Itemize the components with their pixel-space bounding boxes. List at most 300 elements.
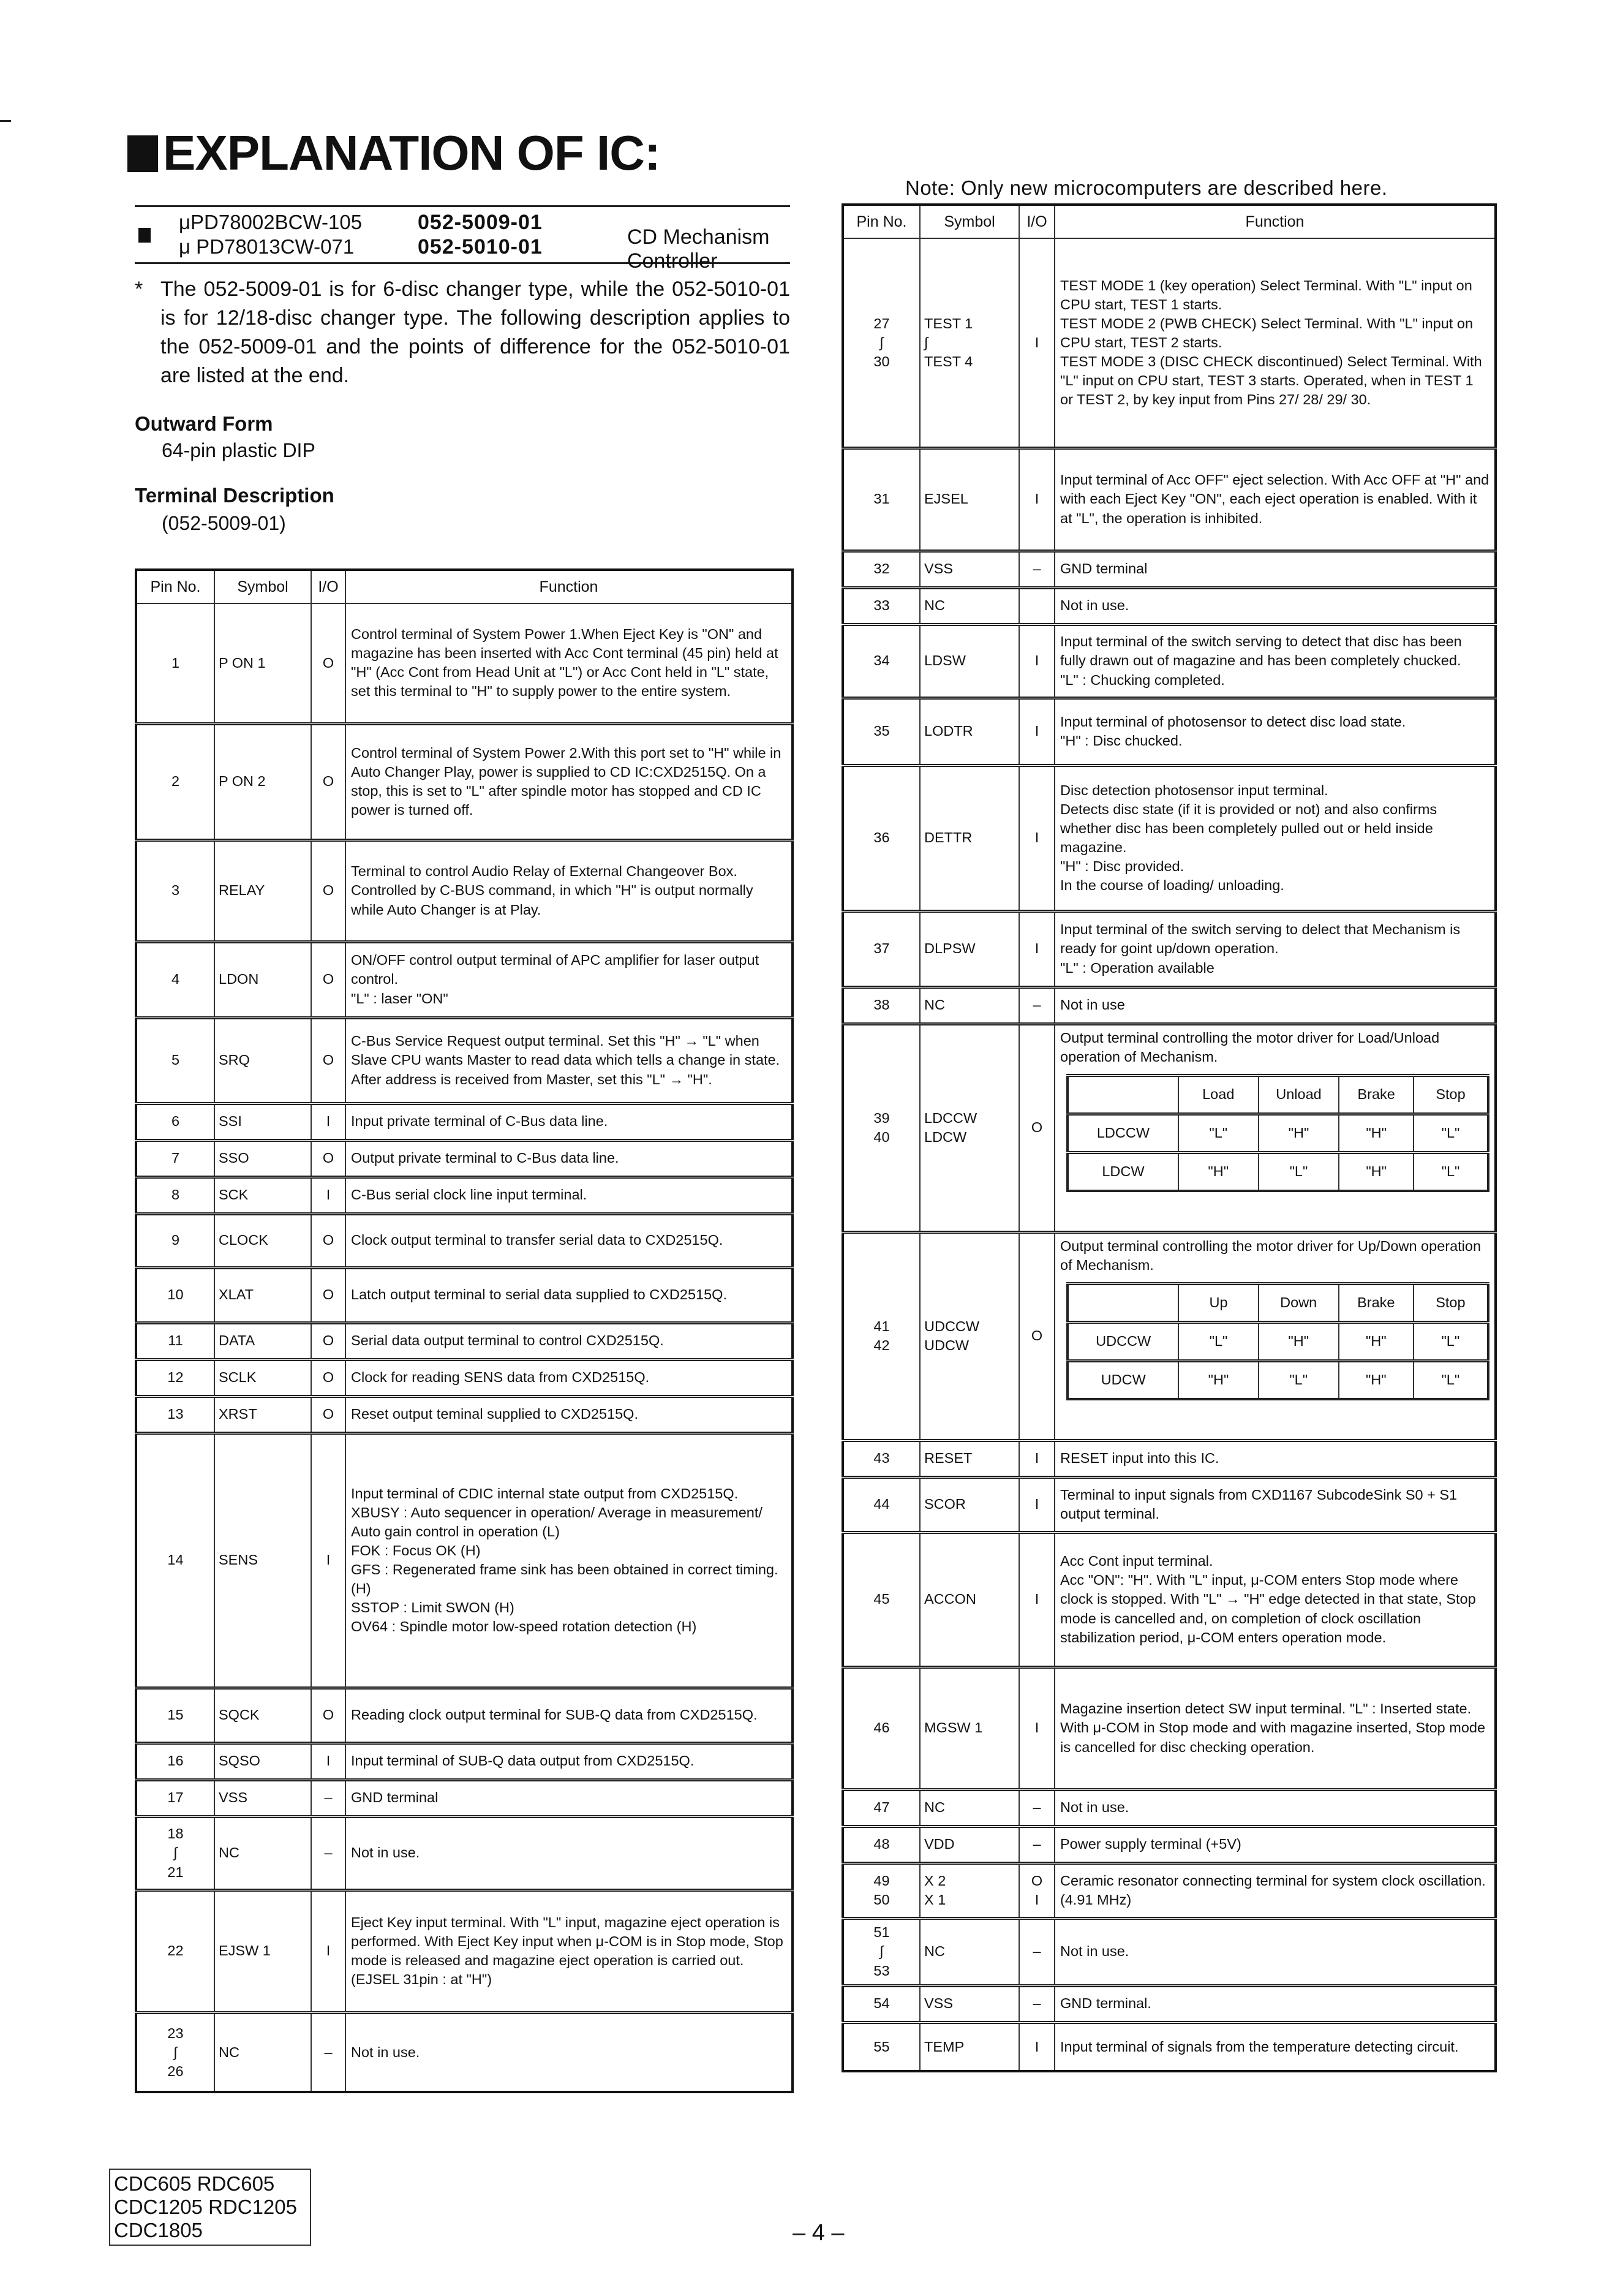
subtable-header-cell bbox=[1068, 1075, 1178, 1114]
pin-number: 44 bbox=[843, 1477, 920, 1532]
chip-code-2: 052-5010-01 bbox=[418, 235, 543, 259]
pin-io: – bbox=[1019, 1826, 1055, 1863]
table-row bbox=[136, 2012, 793, 2092]
note-text: Note: Only new microcomputers are described here. bbox=[905, 176, 1388, 199]
pin-io: O bbox=[311, 942, 345, 1018]
pin-io: I bbox=[1019, 448, 1055, 551]
table-row bbox=[843, 1918, 1496, 1985]
pin-io: O bbox=[311, 1359, 345, 1396]
pin-function-text: Input terminal of SUB-Q data output from CXD2515Q. bbox=[351, 1753, 695, 1769]
pin-function-text: GND terminal. bbox=[1060, 1995, 1151, 2012]
pin-io: O bbox=[311, 1267, 345, 1323]
pin-number: 9 bbox=[136, 1214, 214, 1267]
chip-bullet bbox=[138, 228, 151, 243]
pin-function bbox=[1055, 448, 1496, 551]
subtable-header-cell: Stop bbox=[1414, 1283, 1488, 1322]
table-row bbox=[843, 698, 1496, 765]
pin-function-text: Serial data output terminal to control CXD2515Q. bbox=[351, 1332, 664, 1349]
pin-function-text: Eject Key input terminal. With "L" input, magazine eject operation is performed. With Eject Key input when μ-COM is in Stop mode, Stop mode is released and magazine eject operation is carried out. (EJSEL 31pin : at "H") bbox=[351, 1914, 783, 1988]
pin-number: 22 bbox=[136, 1890, 214, 2012]
chip-line-2 bbox=[179, 235, 543, 259]
table-row bbox=[136, 942, 793, 1018]
pin-function-text: Clock output terminal to transfer serial data to CXD2515Q. bbox=[351, 1232, 723, 1248]
pin-function bbox=[345, 942, 793, 1018]
pin-symbol: XLAT bbox=[214, 1267, 311, 1323]
pin-function bbox=[1055, 987, 1496, 1024]
subtable-cell: "L" bbox=[1414, 1322, 1488, 1361]
pin-function bbox=[1055, 238, 1496, 448]
pin-io: I bbox=[1019, 1667, 1055, 1789]
pin-number: 15 bbox=[136, 1688, 214, 1743]
pin-symbol: SRQ bbox=[214, 1018, 311, 1103]
pin-function-text: Magazine insertion detect SW input terminal. "L" : Inserted state. With μ-COM in Stop mode and with magazine inserted, Stop mode is cancelled for disc checking operation. bbox=[1060, 1701, 1486, 1755]
pin-function bbox=[1055, 624, 1496, 698]
pin-function-text: Control terminal of System Power 1.When Eject Key is "ON" and magazine has been inserted with Acc Cont terminal (45 pin) held at "H" (Acc Cont from Head Unit at "L") or Acc Cont held in "L" state, set this terminal to "H" to supply power to the entire system. bbox=[351, 626, 778, 700]
pin-symbol: DETTR bbox=[920, 765, 1019, 911]
pin-number: 5 bbox=[136, 1018, 214, 1103]
table-row bbox=[136, 1140, 793, 1177]
model-line-1: CDC605 RDC605 bbox=[114, 2172, 275, 2195]
pin-number: 34 bbox=[843, 624, 920, 698]
pin-io: I bbox=[311, 1890, 345, 2012]
pin-number: 12 bbox=[136, 1359, 214, 1396]
table-row bbox=[136, 1267, 793, 1323]
pin-function bbox=[1055, 1918, 1496, 1985]
pin-number: 8 bbox=[136, 1177, 214, 1214]
table-row bbox=[843, 1789, 1496, 1826]
chip-part-2: μ PD78013CW-071 bbox=[179, 235, 355, 258]
chip-part-1: μPD78002BCW-105 bbox=[179, 211, 363, 233]
pin-function bbox=[345, 1177, 793, 1214]
pin-symbol: P ON 2 bbox=[214, 723, 311, 840]
pin-table-right bbox=[842, 203, 1497, 2072]
pin-number: 51 ∫ 53 bbox=[843, 1918, 920, 1985]
pin-number: 11 bbox=[136, 1323, 214, 1359]
up-down-table bbox=[1066, 1282, 1489, 1400]
pin-function-text: Input terminal of the switch serving to delect that Mechanism is ready for goint up/down operation. "L" : Operation available bbox=[1060, 921, 1461, 976]
title-block-bullet bbox=[127, 135, 158, 172]
pin-io: O bbox=[311, 1214, 345, 1267]
table-row bbox=[136, 1433, 793, 1688]
pin-io: I bbox=[1019, 238, 1055, 448]
pin-function bbox=[345, 1018, 793, 1103]
pin-function-text: Disc detection photosensor input terminal. Detects disc state (if it is provided or not) and also confirms whether disc has been completely pulled out or held inside magazine. "H" : Disc provided. In the course of loading/ unloading. bbox=[1060, 782, 1437, 894]
header-symbol: Symbol bbox=[214, 570, 311, 603]
pin-function bbox=[345, 1780, 793, 1816]
pin-number: 1 bbox=[136, 603, 214, 723]
chip-line-1 bbox=[179, 211, 543, 235]
pin-number: 47 bbox=[843, 1789, 920, 1826]
pin-io: O bbox=[311, 1140, 345, 1177]
subtable-header-cell: Load bbox=[1178, 1075, 1259, 1114]
table-row bbox=[843, 1477, 1496, 1532]
subtable-cell: UDCCW bbox=[1068, 1322, 1178, 1361]
pin-symbol: LDSW bbox=[920, 624, 1019, 698]
pin-symbol: NC bbox=[920, 987, 1019, 1024]
intro-text: The 052-5009-01 is for 6-disc changer type, while the 052-5010-01 is for 12/18-disc changer type. The following description applies to the 052-5009-01 and the points of difference for the 052-5010-01 are listed at the end. bbox=[160, 278, 790, 387]
pin-symbol: RELAY bbox=[214, 840, 311, 942]
pin-symbol: NC bbox=[920, 587, 1019, 624]
header-pin: Pin No. bbox=[136, 570, 214, 603]
pin-symbol: NC bbox=[214, 2012, 311, 2092]
pin-function bbox=[345, 2012, 793, 2092]
pin-function-text: Output private terminal to C-Bus data line. bbox=[351, 1150, 619, 1166]
pin-table-left bbox=[135, 568, 794, 2093]
pin-function-text: C-Bus serial clock line input terminal. bbox=[351, 1187, 587, 1203]
pin-function bbox=[1055, 1024, 1496, 1232]
subtable-header-row bbox=[1068, 1075, 1488, 1114]
pin-function-text: Latch output terminal to serial data supplied to CXD2515Q. bbox=[351, 1286, 727, 1303]
pin-symbol: X 2 X 1 bbox=[920, 1863, 1019, 1918]
pin-symbol: ACCON bbox=[920, 1532, 1019, 1667]
pin-io: I bbox=[1019, 765, 1055, 911]
pin-function-text: Terminal to control Audio Relay of External Changeover Box. Controlled by C-BUS command, in which "H" is output normally while Auto Changer is at Play. bbox=[351, 863, 753, 918]
pin-number: 14 bbox=[136, 1433, 214, 1688]
pin-function bbox=[345, 1688, 793, 1743]
table-row bbox=[136, 1743, 793, 1780]
pin-function bbox=[345, 840, 793, 942]
subtable-cell: "H" bbox=[1339, 1322, 1414, 1361]
pin-number: 17 bbox=[136, 1780, 214, 1816]
pin-function-text: Acc Cont input terminal. Acc "ON": "H". With "L" input, μ-COM enters Stop mode where clock is stopped. With "L" → "H" edge detected in that state, Stop mode is cancelled and, on completion of clock oscillation stabilization period, μ-COM enters operation mode. bbox=[1060, 1553, 1476, 1645]
pin-number: 54 bbox=[843, 1985, 920, 2022]
table-row bbox=[136, 1323, 793, 1359]
pin-function bbox=[345, 723, 793, 840]
subtable-cell: "L" bbox=[1414, 1114, 1488, 1152]
pin-symbol: LDON bbox=[214, 942, 311, 1018]
pin-number: 7 bbox=[136, 1140, 214, 1177]
pin-symbol: MGSW 1 bbox=[920, 1667, 1019, 1789]
pin-symbol: RESET bbox=[920, 1440, 1019, 1477]
page-title bbox=[127, 125, 660, 181]
load-unload-table bbox=[1066, 1074, 1489, 1192]
pin-number: 33 bbox=[843, 587, 920, 624]
pin-symbol: NC bbox=[920, 1789, 1019, 1826]
pin-symbol: SCLK bbox=[214, 1359, 311, 1396]
header-io: I/O bbox=[311, 570, 345, 603]
subtable-header-cell: Stop bbox=[1414, 1075, 1488, 1114]
pin-number: 35 bbox=[843, 698, 920, 765]
pin-symbol: DATA bbox=[214, 1323, 311, 1359]
pin-io: I bbox=[311, 1177, 345, 1214]
pin-number: 37 bbox=[843, 911, 920, 987]
right-table-wrap bbox=[842, 203, 1494, 2072]
table-row bbox=[843, 1863, 1496, 1918]
pin-function-text: Clock for reading SENS data from CXD2515Q. bbox=[351, 1369, 650, 1386]
pin-symbol: NC bbox=[920, 1918, 1019, 1985]
pin-number: 49 50 bbox=[843, 1863, 920, 1918]
pin-function bbox=[345, 1359, 793, 1396]
subtable-header-cell: Brake bbox=[1339, 1283, 1414, 1322]
subtable-cell: LDCCW bbox=[1068, 1114, 1178, 1152]
subtable-cell: "L" bbox=[1414, 1361, 1488, 1399]
table-row bbox=[843, 238, 1496, 448]
terminal-desc-sub: (052-5009-01) bbox=[162, 512, 286, 534]
pin-symbol: LDCCW LDCW bbox=[920, 1024, 1019, 1232]
table-row bbox=[136, 1018, 793, 1103]
pin-function bbox=[345, 1267, 793, 1323]
pin-number: 23 ∫ 26 bbox=[136, 2012, 214, 2092]
pin-number: 18 ∫ 21 bbox=[136, 1816, 214, 1890]
pin-io: O bbox=[1019, 1232, 1055, 1440]
pin-io: I bbox=[311, 1743, 345, 1780]
outward-form-heading: Outward Form bbox=[135, 412, 273, 435]
pin-io: O bbox=[311, 1396, 345, 1433]
outward-form-text: 64-pin plastic DIP bbox=[162, 439, 315, 461]
subtable-cell: "L" bbox=[1259, 1152, 1339, 1191]
pin-function bbox=[345, 1214, 793, 1267]
pin-io: O bbox=[311, 840, 345, 942]
pin-function-text: Input private terminal of C-Bus data line. bbox=[351, 1113, 608, 1130]
table-row bbox=[843, 1232, 1496, 1440]
pin-number: 6 bbox=[136, 1103, 214, 1140]
subtable-cell: "L" bbox=[1259, 1361, 1339, 1399]
pin-io: – bbox=[1019, 1918, 1055, 1985]
intro-star: * bbox=[135, 278, 143, 301]
pin-io: – bbox=[311, 2012, 345, 2092]
pin-function-text: GND terminal bbox=[1060, 561, 1148, 577]
pin-number: 48 bbox=[843, 1826, 920, 1863]
chip-name: CD Mechanism Controller bbox=[627, 225, 770, 273]
pin-function-text: Power supply terminal (+5V) bbox=[1060, 1836, 1241, 1852]
pin-number: 16 bbox=[136, 1743, 214, 1780]
margin-dash bbox=[0, 120, 11, 122]
subtable-cell: "H" bbox=[1339, 1361, 1414, 1399]
model-line-2: CDC1205 RDC1205 bbox=[114, 2196, 297, 2218]
subtable-cell: "H" bbox=[1259, 1114, 1339, 1152]
pin-io: I bbox=[1019, 1477, 1055, 1532]
pin-function bbox=[345, 1396, 793, 1433]
subtable-header-cell: Brake bbox=[1339, 1075, 1414, 1114]
pin-function bbox=[345, 1433, 793, 1688]
pin-symbol: P ON 1 bbox=[214, 603, 311, 723]
table-row bbox=[843, 587, 1496, 624]
pin-io: O bbox=[1019, 1024, 1055, 1232]
pin-function-text: Input terminal of photosensor to detect disc load state. "H" : Disc chucked. bbox=[1060, 713, 1406, 749]
pin-symbol: UDCCW UDCW bbox=[920, 1232, 1019, 1440]
pin-io: – bbox=[1019, 1789, 1055, 1826]
table-row bbox=[843, 987, 1496, 1024]
subtable-header-cell: Up bbox=[1178, 1283, 1258, 1322]
table-row bbox=[843, 1826, 1496, 1863]
table-row bbox=[136, 1816, 793, 1890]
pin-symbol: XRST bbox=[214, 1396, 311, 1433]
pin-function bbox=[1055, 1232, 1496, 1440]
pin-function-text: Reading clock output terminal for SUB-Q data from CXD2515Q. bbox=[351, 1707, 758, 1723]
pin-number: 43 bbox=[843, 1440, 920, 1477]
pin-number: 13 bbox=[136, 1396, 214, 1433]
pin-function bbox=[345, 1743, 793, 1780]
pin-function-text: Output terminal controlling the motor driver for Up/Down operation of Mechanism. bbox=[1060, 1237, 1482, 1273]
table-row bbox=[136, 1214, 793, 1267]
pin-number: 3 bbox=[136, 840, 214, 942]
model-line-3: CDC1805 bbox=[114, 2219, 203, 2241]
table-row bbox=[136, 1103, 793, 1140]
intro-paragraph bbox=[135, 275, 790, 390]
pin-function bbox=[1055, 1477, 1496, 1532]
pin-io: I bbox=[1019, 1440, 1055, 1477]
pin-function-text: Control terminal of System Power 2.With this port set to "H" while in Auto Changer Play, power is supplied to CD IC:CXD2515Q. On a stop, this is set to "L" after spindle motor has stopped and CD IC power is turned off. bbox=[351, 744, 781, 818]
table-row bbox=[136, 1890, 793, 2012]
pin-symbol: SQSO bbox=[214, 1743, 311, 1780]
pin-io: O I bbox=[1019, 1863, 1055, 1918]
table-row bbox=[843, 448, 1496, 551]
pin-function-text: Reset output teminal supplied to CXD2515Q. bbox=[351, 1406, 638, 1422]
pin-number: 36 bbox=[843, 765, 920, 911]
pin-function bbox=[1055, 1863, 1496, 1918]
pin-number: 39 40 bbox=[843, 1024, 920, 1232]
table-row bbox=[843, 2022, 1496, 2071]
pin-function bbox=[1055, 698, 1496, 765]
model-list bbox=[109, 2169, 311, 2246]
pin-number: 27 ∫ 30 bbox=[843, 238, 920, 448]
pin-function bbox=[345, 1103, 793, 1140]
table-row bbox=[843, 1440, 1496, 1477]
table-row bbox=[843, 1985, 1496, 2022]
pin-number: 55 bbox=[843, 2022, 920, 2071]
pin-number: 4 bbox=[136, 942, 214, 1018]
pin-symbol: SSO bbox=[214, 1140, 311, 1177]
subtable-cell: "L" bbox=[1178, 1322, 1258, 1361]
pin-function-text: Output terminal controlling the motor driver for Load/Unload operation of Mechanism. bbox=[1060, 1029, 1440, 1065]
pin-function bbox=[345, 1890, 793, 2012]
table-row bbox=[843, 624, 1496, 698]
pin-function-text: Not in use bbox=[1060, 997, 1125, 1013]
table-row bbox=[843, 1532, 1496, 1667]
table-row bbox=[843, 911, 1496, 987]
pin-io: I bbox=[1019, 911, 1055, 987]
pin-io: – bbox=[1019, 1985, 1055, 2022]
pin-io: I bbox=[311, 1433, 345, 1688]
subtable-cell: "H" bbox=[1178, 1361, 1258, 1399]
pin-function-text: Input terminal of Acc OFF" eject selection. With Acc OFF at "H" and with each Eject Key "ON", each eject operation is enabled. With it at "L", the operation is inhibited. bbox=[1060, 472, 1489, 526]
pin-number: 45 bbox=[843, 1532, 920, 1667]
subtable-cell: "H" bbox=[1339, 1152, 1414, 1191]
pin-symbol: SCK bbox=[214, 1177, 311, 1214]
pin-function bbox=[1055, 2022, 1496, 2071]
pin-symbol: NC bbox=[214, 1816, 311, 1890]
pin-io: I bbox=[1019, 624, 1055, 698]
table-row bbox=[136, 1177, 793, 1214]
page-number: – 4 – bbox=[793, 2220, 845, 2246]
pin-io: – bbox=[1019, 551, 1055, 587]
pin-function-text: Input terminal of the switch serving to detect that disc has been fully drawn out of magazine and has been completely chucked. "L" : Chucking completed. bbox=[1060, 633, 1462, 688]
pin-io: – bbox=[1019, 987, 1055, 1024]
subtable-header-row bbox=[1068, 1283, 1488, 1322]
header-io: I/O bbox=[1019, 205, 1055, 238]
header-pin: Pin No. bbox=[843, 205, 920, 238]
pin-function-text: TEST MODE 1 (key operation) Select Terminal. With "L" input on CPU start, TEST 1 starts. TEST MODE 2 (PWB CHECK) Select Terminal. With "L" input on CPU start, TEST 2 starts. TEST MODE 3 (DISC CHECK discontinued) Select Terminal. With "L" input on CPU start, TEST 3 starts. Operated, when in TEST 1 or TEST 2, by key input from Pins 27/ 28/ 29/ 30. bbox=[1060, 277, 1482, 407]
pin-function bbox=[1055, 1667, 1496, 1789]
pin-symbol: DLPSW bbox=[920, 911, 1019, 987]
pin-function-text: C-Bus Service Request output terminal. Set this "H" → "L" when Slave CPU wants Master to read data which tells a change in state. After address is received from Master, set this "L" → "H". bbox=[351, 1033, 780, 1087]
pin-io: O bbox=[311, 603, 345, 723]
header-function: Function bbox=[345, 570, 793, 603]
pin-symbol: VSS bbox=[920, 1985, 1019, 2022]
pin-function-text: Not in use. bbox=[1060, 1799, 1129, 1816]
pin-symbol: SSI bbox=[214, 1103, 311, 1140]
subtable-header-cell: Unload bbox=[1259, 1075, 1339, 1114]
pin-function-text: Ceramic resonator connecting terminal for system clock oscillation. (4.91 MHz) bbox=[1060, 1872, 1486, 1908]
subtable-header-cell: Down bbox=[1259, 1283, 1339, 1322]
left-table-wrap bbox=[135, 568, 791, 2093]
pin-io: I bbox=[1019, 2022, 1055, 2071]
subtable-cell: "L" bbox=[1178, 1114, 1259, 1152]
pin-function-text: Input terminal of CDIC internal state output from CXD2515Q. XBUSY : Auto sequencer in operation/ Average in measurement/ Auto gain control in operation (L) FOK : Focus OK (H) GFS : Regenerated frame sink has been obtained in correct timing. (H) SSTOP : Limit SWON (H) OV64 : Spindle motor low-speed rotation detection (H) bbox=[351, 1485, 778, 1635]
subtable-cell: "H" bbox=[1259, 1322, 1339, 1361]
pin-symbol: LODTR bbox=[920, 698, 1019, 765]
pin-function-text: Not in use. bbox=[351, 2044, 420, 2060]
pin-symbol: EJSEL bbox=[920, 448, 1019, 551]
pin-function bbox=[345, 1816, 793, 1890]
terminal-desc-heading: Terminal Description bbox=[135, 484, 334, 507]
header-symbol: Symbol bbox=[920, 205, 1019, 238]
pin-symbol: CLOCK bbox=[214, 1214, 311, 1267]
subtable-cell: UDCW bbox=[1068, 1361, 1178, 1399]
pin-io: O bbox=[311, 723, 345, 840]
table-header-row bbox=[136, 570, 793, 603]
pin-io bbox=[1019, 587, 1055, 624]
pin-symbol: TEMP bbox=[920, 2022, 1019, 2071]
subtable-row bbox=[1068, 1322, 1488, 1361]
pin-function-text: RESET input into this IC. bbox=[1060, 1450, 1219, 1467]
table-row bbox=[843, 1667, 1496, 1789]
subtable-cell: "H" bbox=[1178, 1152, 1259, 1191]
table-row bbox=[843, 1024, 1496, 1232]
pin-function bbox=[1055, 1789, 1496, 1826]
pin-function bbox=[345, 1140, 793, 1177]
subtable-row bbox=[1068, 1361, 1488, 1399]
pin-function bbox=[1055, 1826, 1496, 1863]
chip-header bbox=[135, 205, 790, 273]
pin-function-text: Terminal to input signals from CXD1167 SubcodeSink S0 + S1 output terminal. bbox=[1060, 1486, 1458, 1522]
pin-number: 32 bbox=[843, 551, 920, 587]
pin-symbol: SENS bbox=[214, 1433, 311, 1688]
pin-io: I bbox=[1019, 698, 1055, 765]
pin-function-text: Not in use. bbox=[1060, 1943, 1129, 1960]
table-header-row bbox=[843, 205, 1496, 238]
pin-io: I bbox=[1019, 1532, 1055, 1667]
pin-function bbox=[1055, 911, 1496, 987]
table-row bbox=[843, 551, 1496, 587]
pin-symbol: VSS bbox=[214, 1780, 311, 1816]
pin-function bbox=[1055, 765, 1496, 911]
table-row bbox=[136, 1688, 793, 1743]
table-row bbox=[136, 1359, 793, 1396]
subtable-cell: LDCW bbox=[1068, 1152, 1178, 1191]
pin-symbol: EJSW 1 bbox=[214, 1890, 311, 2012]
subtable-row bbox=[1068, 1114, 1488, 1152]
subtable-row bbox=[1068, 1152, 1488, 1191]
table-row bbox=[843, 765, 1496, 911]
pin-number: 10 bbox=[136, 1267, 214, 1323]
chip-code-1: 052-5009-01 bbox=[418, 211, 543, 234]
pin-number: 38 bbox=[843, 987, 920, 1024]
page-title-text: EXPLANATION OF IC: bbox=[163, 126, 660, 180]
table-row bbox=[136, 603, 793, 723]
pin-function bbox=[1055, 1985, 1496, 2022]
pin-io: – bbox=[311, 1816, 345, 1890]
subtable-header-cell bbox=[1068, 1283, 1178, 1322]
pin-function bbox=[1055, 587, 1496, 624]
pin-number: 2 bbox=[136, 723, 214, 840]
pin-io: O bbox=[311, 1018, 345, 1103]
pin-number: 46 bbox=[843, 1667, 920, 1789]
subtable-cell: "H" bbox=[1339, 1114, 1414, 1152]
subtable-cell: "L" bbox=[1414, 1152, 1488, 1191]
pin-symbol: VDD bbox=[920, 1826, 1019, 1863]
table-row bbox=[136, 840, 793, 942]
